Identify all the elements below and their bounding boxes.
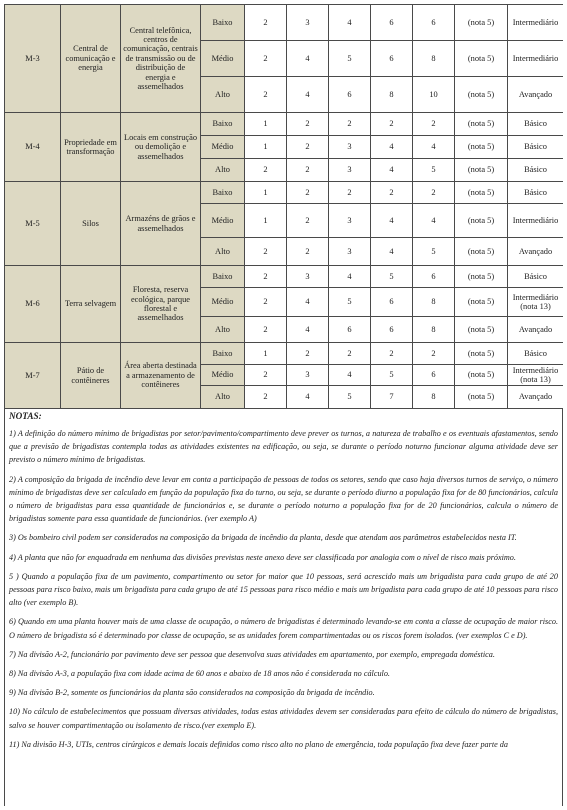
training-level-cell: Avançado xyxy=(508,386,564,409)
risk-level: Alto xyxy=(201,386,245,409)
note-ref-cell: (nota 5) xyxy=(455,159,508,182)
brigade-count-cell: 6 xyxy=(329,317,371,343)
occupation-code: M-6 xyxy=(5,266,61,343)
brigade-count-cell: 8 xyxy=(413,317,455,343)
occupation-name: Silos xyxy=(61,182,121,266)
training-level-cell: Avançado xyxy=(508,238,564,266)
occupation-description: Armazéns de grãos e assemelhados xyxy=(121,182,201,266)
table-row xyxy=(5,266,564,288)
brigade-count-cell: 1 xyxy=(245,136,287,159)
risk-level: Médio xyxy=(201,41,245,77)
occupation-code: M-4 xyxy=(5,113,61,182)
brigade-count-cell: 2 xyxy=(329,113,371,136)
note-ref-cell: (nota 5) xyxy=(455,386,508,409)
brigade-count-cell: 1 xyxy=(245,113,287,136)
brigade-count-cell: 5 xyxy=(413,159,455,182)
brigade-count-cell: 6 xyxy=(371,41,413,77)
table-row xyxy=(5,5,564,41)
brigade-count-cell: 4 xyxy=(287,288,329,317)
brigade-count-cell: 10 xyxy=(413,77,455,113)
occupation-code: M-3 xyxy=(5,5,61,113)
brigade-count-cell: 5 xyxy=(413,238,455,266)
brigade-count-cell: 5 xyxy=(371,365,413,386)
note-ref-cell: (nota 5) xyxy=(455,204,508,238)
brigade-count-cell: 2 xyxy=(245,5,287,41)
table-row xyxy=(5,343,564,365)
brigade-count-cell: 2 xyxy=(329,343,371,365)
brigade-count-cell: 4 xyxy=(371,159,413,182)
occupation-description: Locais em construção ou demolição e assemelhados xyxy=(121,113,201,182)
brigade-count-cell: 3 xyxy=(287,266,329,288)
note-ref-cell: (nota 5) xyxy=(455,182,508,204)
brigade-count-cell: 7 xyxy=(371,386,413,409)
risk-level: Médio xyxy=(201,204,245,238)
training-level-cell: Básico xyxy=(508,113,564,136)
brigade-count-cell: 4 xyxy=(329,5,371,41)
brigade-count-cell: 2 xyxy=(413,182,455,204)
brigade-count-cell: 2 xyxy=(245,386,287,409)
brigade-count-cell: 2 xyxy=(287,136,329,159)
brigade-count-cell: 2 xyxy=(287,204,329,238)
brigade-count-cell: 2 xyxy=(245,41,287,77)
note-item: 6) Quando em uma planta houver mais de uma classe de ocupação, o número de brigadistas é determinado levando-se em conta a classe de ocupação de maior risco. O número de brigadista só é determinado por classe de ocupação, se as unidades forem compartimentadas ou os riscos forem isolados. (ver exemplos C e D). xyxy=(9,617,558,640)
brigade-count-cell: 4 xyxy=(287,386,329,409)
risk-level: Alto xyxy=(201,317,245,343)
occupation-description: Área aberta destinada a armazenamento de contêineres xyxy=(121,343,201,409)
brigade-count-cell: 3 xyxy=(329,204,371,238)
note-ref-cell: (nota 5) xyxy=(455,136,508,159)
note-ref-cell: (nota 5) xyxy=(455,41,508,77)
occupation-code: M-5 xyxy=(5,182,61,266)
brigade-count-cell: 2 xyxy=(287,113,329,136)
brigade-count-cell: 5 xyxy=(329,288,371,317)
notes-title: NOTAS: xyxy=(9,411,42,421)
brigade-count-cell: 6 xyxy=(413,5,455,41)
brigade-count-cell: 4 xyxy=(287,317,329,343)
training-level-cell: Avançado xyxy=(508,317,564,343)
training-level-cell: Avançado xyxy=(508,77,564,113)
training-level-cell: Básico xyxy=(508,159,564,182)
risk-level: Médio xyxy=(201,365,245,386)
brigade-count-cell: 2 xyxy=(245,238,287,266)
note-ref-cell: (nota 5) xyxy=(455,266,508,288)
training-level-cell: Intermediário xyxy=(508,204,564,238)
brigade-count-cell: 2 xyxy=(413,113,455,136)
brigade-table xyxy=(4,4,563,409)
brigade-count-cell: 4 xyxy=(413,204,455,238)
brigade-count-cell: 2 xyxy=(371,343,413,365)
risk-level: Médio xyxy=(201,288,245,317)
brigade-count-cell: 3 xyxy=(287,365,329,386)
risk-level: Baixo xyxy=(201,343,245,365)
brigade-count-cell: 2 xyxy=(413,343,455,365)
note-ref-cell: (nota 5) xyxy=(455,77,508,113)
brigade-count-cell: 2 xyxy=(245,365,287,386)
note-ref-cell: (nota 5) xyxy=(455,317,508,343)
brigade-count-cell: 6 xyxy=(329,77,371,113)
note-item: 10) No cálculo de estabelecimentos que possuam diversas atividades, todas estas atividades devem ser consideradas para efeito de cálculo do número de brigadistas, salvo se houver compartimentação ou isolamento de risco.(ver exemplo E). xyxy=(9,707,558,730)
brigade-count-cell: 3 xyxy=(329,238,371,266)
table-row xyxy=(5,182,564,204)
note-ref-cell: (nota 5) xyxy=(455,288,508,317)
brigade-count-cell: 2 xyxy=(329,182,371,204)
risk-level: Alto xyxy=(201,159,245,182)
training-level-cell: Básico xyxy=(508,182,564,204)
risk-level: Baixo xyxy=(201,182,245,204)
brigade-count-cell: 5 xyxy=(371,266,413,288)
risk-level: Baixo xyxy=(201,5,245,41)
occupation-name: Pátio de contêineres xyxy=(61,343,121,409)
brigade-count-cell: 3 xyxy=(329,136,371,159)
training-level-cell: Intermediário (nota 13) xyxy=(508,288,564,317)
brigade-count-cell: 2 xyxy=(287,238,329,266)
note-item: 7) Na divisão A-2, funcionário por pavimento deve ser pessoa que desenvolva suas atividades em apartamento, por exemplo, empregada doméstica. xyxy=(9,649,495,659)
note-item: 2) A composição da brigada de incêndio deve levar em conta a participação de pessoas de todos os setores, sendo que caso haja diversos turnos de serviço, o número mínimo de brigadistas deve ser calculado em função da população fixa do turno, ou seja, se durante o período diurno a população fixa for de 80 funcionários, calcula o número de brigadistas para essa quantidade de funcionários e, se durante o período noturno a população fixa for de 20 funcionários, calcula o número de brigadistas somente para essa quantidade de funcionários. (ver exemplo A) xyxy=(9,474,558,524)
risk-level: Baixo xyxy=(201,266,245,288)
note-item: 5 ) Quando a população fixa de um pavimento, compartimento ou setor for maior que 10 pessoas, será acrescido mais um brigadista para cada grupo de até 20 pessoas para risco baixo, mais um brigadista para cada grupo de até 15 pessoas para risco médio e mais um brigadista para cada grupo de até 10 pessoas para risco alto (ver exemplo B). xyxy=(9,571,558,608)
brigade-count-cell: 6 xyxy=(413,365,455,386)
brigade-count-cell: 4 xyxy=(287,41,329,77)
training-level-cell: Básico xyxy=(508,266,564,288)
occupation-name: Propriedade em transformação xyxy=(61,113,121,182)
brigade-count-cell: 1 xyxy=(245,343,287,365)
brigade-count-cell: 6 xyxy=(371,5,413,41)
brigade-count-cell: 5 xyxy=(329,41,371,77)
brigade-count-cell: 4 xyxy=(371,136,413,159)
note-item: 3) Os bombeiro civil podem ser considerados na composição da brigada de incêndio da planta, desde que atendam aos parâmetros estabelecidos nesta IT. xyxy=(9,533,517,543)
risk-level: Baixo xyxy=(201,113,245,136)
brigade-count-cell: 4 xyxy=(329,266,371,288)
note-item: 4) A planta que não for enquadrada em nenhuma das divisões previstas neste anexo deve ser classificada por analogia com o nível de risco mais próximo. xyxy=(9,552,516,562)
note-item: 1) A definição do número mínimo de brigadistas por setor/pavimento/compartimento deve prever os turnos, a natureza de trabalho e os eventuais afastamentos, sendo que a previsão de brigadistas contempla todas as atividades existentes na edificação, ou seja, se durante o período noturno funcionar alguma atividade deve ser previsto o número mínimo de brigadistas. xyxy=(9,429,558,465)
occupation-description: Floresta, reserva ecológica, parque florestal e assemelhados xyxy=(121,266,201,343)
note-item: 11) Na divisão H-3, UTIs, centros cirúrgicos e demais locais definidos como risco alto no plano de emergência, toda população fixa deve fazer parte da xyxy=(9,739,508,749)
brigade-count-cell: 6 xyxy=(371,288,413,317)
brigade-count-cell: 3 xyxy=(287,5,329,41)
risk-level: Alto xyxy=(201,77,245,113)
brigade-count-cell: 1 xyxy=(245,182,287,204)
notes-section xyxy=(4,409,563,806)
note-ref-cell: (nota 5) xyxy=(455,113,508,136)
training-level-cell: Intermediário xyxy=(508,5,564,41)
occupation-code: M-7 xyxy=(5,343,61,409)
brigade-count-cell: 4 xyxy=(413,136,455,159)
brigade-count-cell: 2 xyxy=(287,182,329,204)
brigade-count-cell: 3 xyxy=(329,159,371,182)
note-ref-cell: (nota 5) xyxy=(455,238,508,266)
brigade-count-cell: 2 xyxy=(245,77,287,113)
occupation-name: Terra selvagem xyxy=(61,266,121,343)
brigade-count-cell: 4 xyxy=(371,238,413,266)
brigade-count-cell: 8 xyxy=(413,288,455,317)
note-ref-cell: (nota 5) xyxy=(455,365,508,386)
brigade-count-cell: 2 xyxy=(245,266,287,288)
training-level-cell: Intermediário xyxy=(508,41,564,77)
brigade-count-cell: 2 xyxy=(371,113,413,136)
occupation-description: Central telefônica, centros de comunicação, centrais de transmissão ou de distribuição de energia e assemelhados xyxy=(121,5,201,113)
occupation-name: Central de comunicação e energia xyxy=(61,5,121,113)
brigade-count-cell: 2 xyxy=(371,182,413,204)
brigade-count-cell: 8 xyxy=(413,386,455,409)
note-ref-cell: (nota 5) xyxy=(455,343,508,365)
risk-level: Alto xyxy=(201,238,245,266)
brigade-count-cell: 4 xyxy=(371,204,413,238)
note-item: 9) Na divisão B-2, somente os funcionários da planta são considerados na composição da brigada de incêndio. xyxy=(9,688,375,698)
brigade-count-cell: 8 xyxy=(371,77,413,113)
brigade-count-cell: 2 xyxy=(287,159,329,182)
risk-level: Médio xyxy=(201,136,245,159)
brigade-count-cell: 6 xyxy=(413,266,455,288)
brigade-count-cell: 4 xyxy=(329,365,371,386)
brigade-count-cell: 2 xyxy=(245,159,287,182)
brigade-count-cell: 1 xyxy=(245,204,287,238)
training-level-cell: Básico xyxy=(508,343,564,365)
document-page xyxy=(4,4,563,806)
brigade-count-cell: 2 xyxy=(287,343,329,365)
brigade-count-cell: 6 xyxy=(371,317,413,343)
note-item: 8) Na divisão A-3, a população fixa com idade acima de 60 anos e abaixo de 18 anos não é considerada no cálculo. xyxy=(9,669,390,679)
brigade-count-cell: 5 xyxy=(329,386,371,409)
brigade-count-cell: 2 xyxy=(245,317,287,343)
training-level-cell: Intermediário (nota 13) xyxy=(508,365,564,386)
training-level-cell: Básico xyxy=(508,136,564,159)
note-ref-cell: (nota 5) xyxy=(455,5,508,41)
brigade-count-cell: 8 xyxy=(413,41,455,77)
brigade-count-cell: 2 xyxy=(245,288,287,317)
brigade-count-cell: 4 xyxy=(287,77,329,113)
table-row xyxy=(5,113,564,136)
